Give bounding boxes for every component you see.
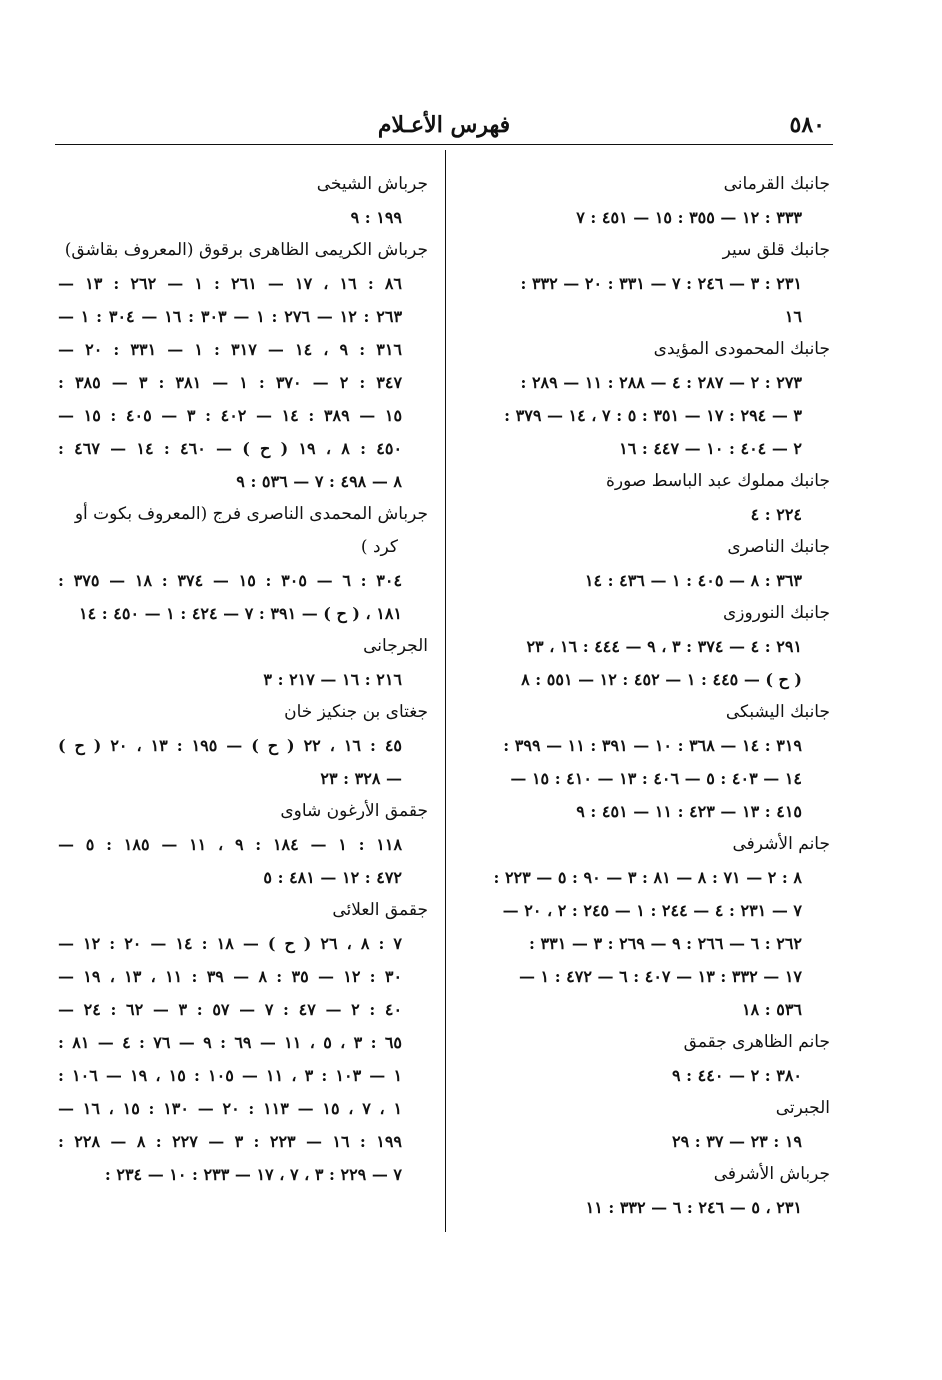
entry-name: جرباش الكريمى الظاهرى برقوق (المعروف بقاشق) — [64, 240, 428, 260]
entry-references — [58, 663, 428, 696]
left-column — [58, 168, 428, 1191]
index-entry — [470, 828, 830, 1026]
entry-references — [470, 564, 830, 597]
reference-line: ٢٣١ : ٣ — ٢٤٦ : ٧ — ٣٣١ : ٢٠ — ٣٣٢ : — [520, 274, 802, 293]
entry-references — [58, 201, 428, 234]
entry-name: جانبك مملوك عبد الباسط صورة — [606, 471, 830, 491]
reference-line: ( ح ) — ٤٤٥ : ١ — ٤٥٢ : ١٢ — ٥٥١ : ٨ — [521, 670, 802, 689]
entry-name: جانبك النوروزى — [722, 603, 830, 623]
reference-line: ٣٦٣ : ٨ — ٤٠٥ : ١ — ٤٣٦ : ١٤ — [584, 571, 802, 590]
index-entry — [470, 1092, 830, 1158]
reference-line: ٧ : ٨ ، ٢٦ ( ح ) — ١٨ : ١٤ — ٢٠ : ١٢ — — [58, 934, 402, 953]
right-column — [470, 168, 830, 1224]
index-entry — [58, 498, 428, 630]
index-entry — [58, 795, 428, 894]
index-entry — [470, 333, 830, 465]
entry-name: جانبك القرمانى — [723, 174, 830, 194]
entry-references — [470, 1191, 830, 1224]
entry-name: جانبك اليشبكى — [725, 702, 830, 722]
entry-name: جانبك قلق سير — [722, 240, 830, 260]
entry-references — [470, 1059, 830, 1092]
page-number: ٥٨٠ — [789, 112, 825, 138]
entry-references — [58, 729, 428, 795]
reference-line: ٢٩١ : ٤ — ٣٧٤ : ٣ ، ٩ — ٤٤٤ : ١٦ ، ٢٣ — [526, 637, 802, 656]
index-entry — [470, 465, 830, 531]
entry-name: جانم الأشرفى — [732, 834, 830, 854]
entry-name: جانبك الناصرى — [727, 537, 830, 557]
reference-line: ٤٥٠ : ٨ ، ١٩ ( ح ) — ٤٦٠ : ١٤ — ٤٦٧ : — [58, 439, 403, 458]
reference-line: ١٤ — ٤٠٣ : ٥ — ٤٠٦ : ١٣ — ٤١٠ : ١٥ — — [510, 769, 802, 788]
reference-line: ٥٣٦ : ١٨ — [741, 1000, 802, 1019]
index-entry — [470, 168, 830, 234]
index-entry — [58, 234, 428, 498]
reference-line: ١٨١ ، ( ح ) — ٣٩١ : ٧ — ٤٢٤ : ١ — ٤٥٠ : ١٤ — [79, 604, 402, 623]
entry-references — [470, 630, 830, 696]
entry-name: جانم الظاهرى جقمق — [683, 1032, 830, 1052]
entry-references — [470, 1125, 830, 1158]
reference-line: ٣١٩ : ١٤ — ٣٦٨ : ١٠ — ٣٩١ : ١١ — ٣٩٩ : — [503, 736, 802, 755]
reference-line: ٣٨٠ : ٢ — ٤٤٠ : ٩ — [672, 1066, 802, 1085]
reference-line: ١٩٩ : ٩ — [350, 208, 402, 227]
entry-references — [470, 366, 830, 465]
reference-line: ٧ — ٢٣١ : ٤ — ٢٤٤ : ١ — ٢٤٥ : ٢ ، ٢٠ — — [502, 901, 802, 920]
entry-name: الجبرتى — [775, 1098, 830, 1118]
index-entry — [470, 597, 830, 696]
reference-line: ٤٠ : ٢ — ٤٧ : ٧ — ٥٧ : ٣ — ٦٢ : ٢٤ — — [58, 1000, 403, 1019]
entry-name: جرباش الأشرفى — [713, 1164, 830, 1184]
reference-line: ٤٧٢ : ١٢ — ٤٨١ : ٥ — [263, 868, 402, 887]
entry-references — [58, 564, 428, 630]
page-title: فهرس الأعـلام — [377, 112, 511, 138]
index-entry — [470, 1026, 830, 1092]
reference-line: ٢٢٤ : ٤ — [750, 505, 802, 524]
reference-line: ٣١٦ : ٩ ، ١٤ — ٣١٧ : ١ — ٣٣١ : ٢٠ — — [58, 340, 403, 359]
index-entry — [470, 1158, 830, 1224]
index-entry — [470, 531, 830, 597]
entry-references — [58, 267, 428, 498]
reference-line: ٣٤٧ : ٢ — ٣٧٠ : ١ — ٣٨١ : ٣ — ٣٨٥ : — [58, 373, 403, 392]
entry-name-continuation: كرد ) — [360, 537, 398, 557]
entry-references — [470, 267, 830, 333]
entry-name: جانبك المحمودى المؤيدى — [653, 339, 830, 359]
reference-line: ١ ، ٧ ، ١٥ — ١١٣ : ٢٠ — ١٣٠ : ١٥ ، ١٦ — — [58, 1099, 403, 1118]
entry-references — [470, 729, 830, 828]
entry-name: الجرجانى — [363, 636, 428, 656]
reference-line: ١٩ : ٢٣ — ٣٧ : ٢٩ — [672, 1132, 802, 1151]
reference-line: ٣٠ : ١٢ — ٣٥ : ٨ — ٣٩ : ١١ ، ١٣ ، ١٩ — — [58, 967, 403, 986]
entry-references — [470, 861, 830, 1026]
index-entry — [470, 234, 830, 333]
reference-line: ٧ — ٢٢٩ : ٣ ، ٧ ، ١٧ — ٢٣٣ : ١٠ — ٢٣٤ : — [104, 1165, 402, 1184]
reference-line: ٤١٥ : ١٣ — ٤٢٣ : ١١ — ٤٥١ : ٩ — [576, 802, 802, 821]
column-divider — [445, 150, 446, 1232]
reference-line: ٦٥ : ٣ ، ٥ ، ١١ — ٦٩ : ٩ — ٧٦ : ٤ — ٨١ : — [58, 1033, 402, 1052]
reference-line: ١ — ١٠٣ : ٣ ، ١١ — ١٠٥ : ١٥ ، ١٩ — ١٠٦ : — [58, 1066, 403, 1085]
entry-name: جقمق الأرغون شاوى — [280, 801, 428, 821]
entry-references — [470, 498, 830, 531]
entry-references — [58, 828, 428, 894]
reference-line: ١١٨ : ١ — ١٨٤ : ٩ ، ١١ — ١٨٥ : ٥ — — [58, 835, 403, 854]
index-entry — [58, 696, 428, 795]
reference-line: ٣٣٣ : ١٢ — ٣٥٥ : ١٥ — ٤٥١ : ٧ — [576, 208, 802, 227]
reference-line: ٢٧٣ : ٢ — ٢٨٧ : ٤ — ٢٨٨ : ١١ — ٢٨٩ : — [520, 373, 802, 392]
entry-name: جرباش الشيخى — [316, 174, 428, 194]
entry-name: جرباش المحمدى الناصرى فرج (المعروف بكوت أو — [74, 504, 428, 524]
reference-line: ١٩٩ : ١٦ — ٢٢٣ : ٣ — ٢٢٧ : ٨ — ٢٢٨ : — [58, 1132, 402, 1151]
reference-line: — ٣٢٨ : ٢٣ — [320, 769, 402, 788]
index-entry — [58, 630, 428, 696]
index-entry — [58, 168, 428, 234]
reference-line: ٢ — ٤٠٤ : ١٠ — ٤٤٧ : ١٦ — [619, 439, 802, 458]
index-entry — [58, 894, 428, 1191]
entry-name: جغتاى بن جنكيز خان — [284, 702, 428, 722]
index-entry — [470, 696, 830, 828]
reference-line: ٢٦٣ : ١٢ — ٢٧٦ : ١ — ٣٠٣ : ١٦ — ٣٠٤ : ١ — — [58, 307, 403, 326]
reference-line: ١٦ — [784, 307, 802, 326]
reference-line: ٤٥ : ١٦ ، ٢٢ ( ح ) — ١٩٥ : ١٣ ، ٢٠ ( ح ) — [58, 736, 403, 755]
entry-references — [58, 927, 428, 1191]
reference-line: ٨٦ : ١٦ ، ١٧ — ٢٦١ : ١ — ٢٦٢ : ١٣ — — [58, 274, 403, 293]
entry-references — [470, 201, 830, 234]
reference-line: ٢٣١ ، ٥ — ٢٤٦ : ٦ — ٣٣٢ : ١١ — [585, 1198, 802, 1217]
reference-line: ٣٠٤ : ٦ — ٣٠٥ : ١٥ — ٣٧٤ : ١٨ — ٣٧٥ : — [58, 571, 403, 590]
reference-line: ٨ — ٤٩٨ : ٧ — ٥٣٦ : ٩ — [236, 472, 402, 491]
reference-line: ٢١٦ : ١٦ — ٢١٧ : ٣ — [263, 670, 402, 689]
reference-line: ٢٦٢ : ٦ — ٢٦٦ : ٩ — ٢٦٩ : ٣ — ٣٣١ : — [529, 934, 802, 953]
entry-name: جقمق العلائى — [332, 900, 428, 920]
page-header — [55, 108, 833, 145]
reference-line: ٣ — ٢٩٤ : ١٧ — ٣٥١ : ٥ : ٧ ، ١٤ — ٣٧٩ : — [504, 406, 802, 425]
reference-line: ١٧ — ٣٣٢ : ١٣ — ٤٠٧ : ٦ — ٤٧٢ : ١ — — [518, 967, 802, 986]
reference-line: ٨ : ٢ — ٧١ : ٨ — ٨١ : ٣ — ٩٠ : ٥ — ٢٢٣ : — [493, 868, 802, 887]
reference-line: ١٥ — ٣٨٩ : ١٤ — ٤٠٢ : ٣ — ٤٠٥ : ١٥ — — [58, 406, 403, 425]
